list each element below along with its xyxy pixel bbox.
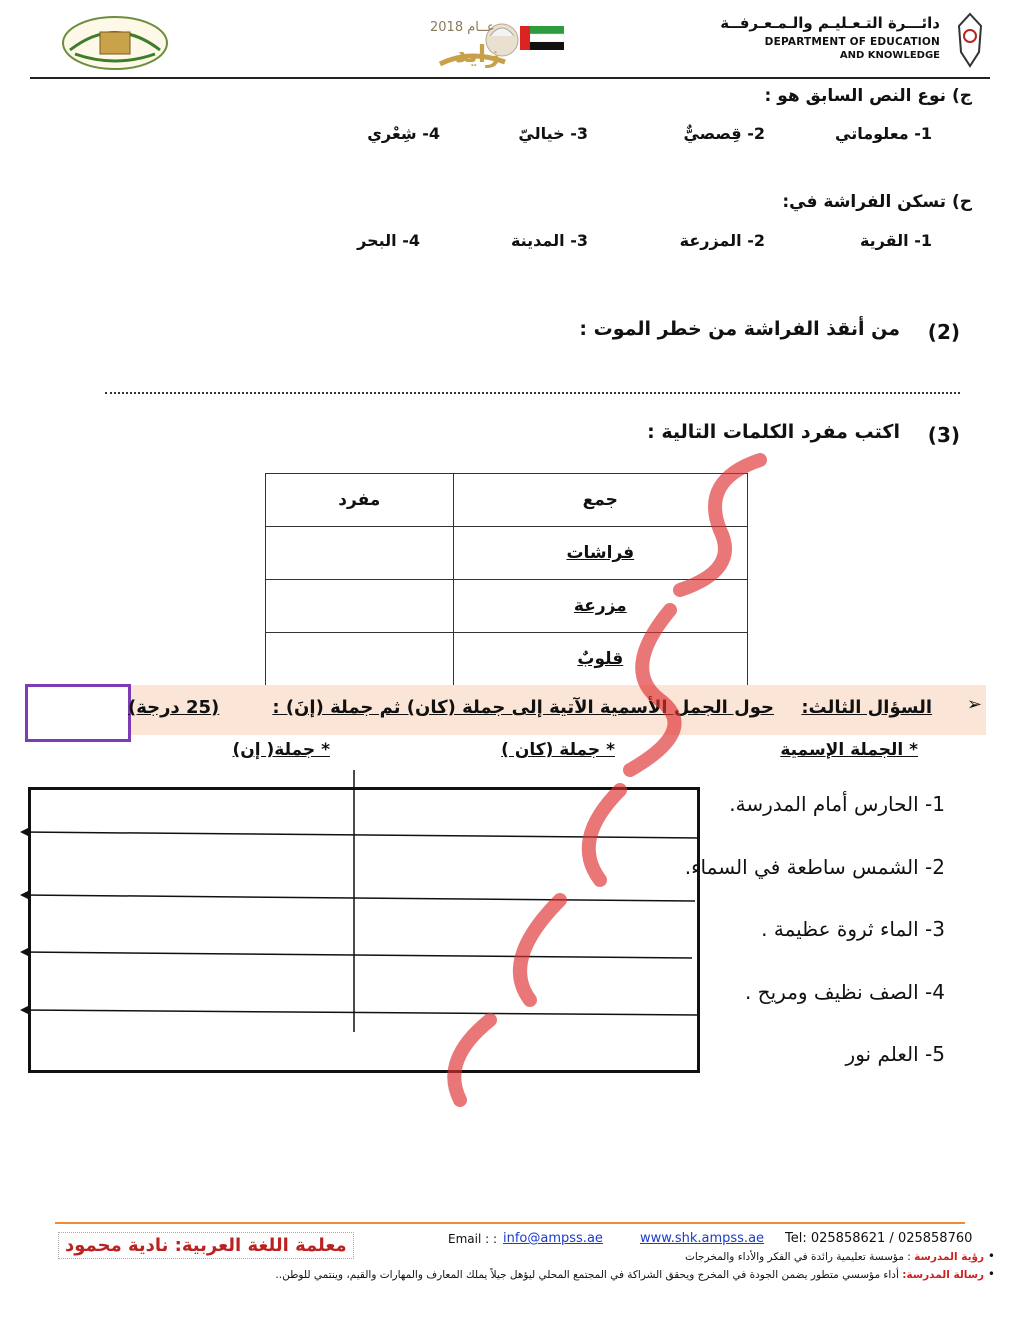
arrow-bullet-icon: ➢: [966, 694, 982, 715]
header-rule: [30, 77, 990, 79]
col-inna: * جملة( إن): [232, 740, 330, 760]
option: 3- خياليّ: [518, 124, 588, 143]
sentence-item: 4- الصف نظيف ومريح .: [744, 980, 945, 1004]
dept-name-english-2: AND KNOWLEDGE: [839, 50, 940, 61]
year-label: عــام 2018: [430, 20, 495, 35]
vision-label: رؤية المدرسة: [914, 1251, 985, 1263]
plural-word: مزرعة: [453, 580, 747, 633]
plural-word: فراشات: [453, 527, 747, 580]
telephone: Tel: 025858621 / 025858760: [785, 1231, 973, 1246]
sentence-item: 5- العلم نور: [845, 1042, 945, 1066]
option: 1- معلوماتي: [835, 124, 932, 143]
dept-name-english: DEPARTMENT OF EDUCATION: [764, 36, 940, 48]
plural-word: قلوبٌ: [453, 633, 747, 686]
school-logo: [60, 10, 170, 72]
option: 2- المزرعة: [679, 231, 765, 250]
section-score: (25 درجة): [128, 697, 220, 718]
section-title: السؤال الثالث:: [801, 697, 932, 718]
question-text-type: ج) نوع النص السابق هو :: [764, 86, 972, 106]
watermark-icon: [200, 440, 800, 1120]
score-box[interactable]: [25, 684, 131, 742]
header-plural: جمع: [453, 474, 747, 527]
option: 4- البحر: [357, 231, 420, 250]
answer-line[interactable]: [105, 392, 960, 394]
section-instruction: حول الجمل الأسمية الآتية إلى جملة (كان) ثم جملة (إنَ) :: [272, 697, 774, 718]
sentence-item: 2- الشمس ساطعة في السماء.: [684, 855, 945, 879]
q2-number: (2): [927, 320, 960, 344]
header-singular: مفرد: [266, 474, 454, 527]
mission-label: رسالة المدرسة:: [902, 1269, 985, 1281]
option: 1- القرية: [859, 231, 932, 250]
col-nominal: * الجملة الإسمية: [780, 740, 918, 760]
teacher-name: معلمة اللغة العربية: نادية محمود: [58, 1232, 354, 1259]
mission-text: أداء مؤسسي متطور يضمن الجودة في المخرج ويحقق الشراكة في المجتمع المحلي ليؤهل جيلاً يملك المعارف والمهارات والقيم، وينتمي للوطن..: [275, 1269, 899, 1281]
email-label: Email : :: [448, 1232, 498, 1246]
vision-text: : مؤسسة تعليمية رائدة في الفكر والأداء والمخرجات: [684, 1251, 911, 1263]
question-lives: ح) تسكن الفراشة في:: [782, 192, 972, 212]
option: 2- قِصصيٌّ: [683, 124, 765, 143]
option: 3- المدينة: [510, 231, 588, 250]
col-kana: * جملة (كان ): [501, 740, 615, 760]
dept-name-arabic: دائـــرة التـعـليـم والـمـعـرفــة: [720, 14, 940, 32]
q3-text: اكتب مفرد الكلمات التالية :: [647, 421, 900, 443]
sentence-item: 3- الماء ثروة عظيمة .: [761, 917, 945, 941]
option: 4- شِعْري: [367, 124, 440, 143]
vision-line: • رؤية المدرسة : مؤسسة تعليمية رائدة في الفكر والأداء والمخرجات: [684, 1249, 995, 1263]
website-link[interactable]: www.shk.ampss.ae: [640, 1231, 765, 1246]
mission-line: • رسالة المدرسة: أداء مؤسسي متطور يضمن الجودة في المخرج ويحقق الشراكة في المجتمع المحلي ليؤهل جيلاً يملك المعارف والمهارات والقيم، وينتمي للوطن..: [275, 1267, 995, 1281]
email-link[interactable]: info@ampss.ae: [503, 1231, 603, 1246]
sentence-item: 1- الحارس أمام المدرسة.: [729, 792, 945, 816]
footer-rule: [55, 1222, 965, 1224]
q3-number: (3): [927, 423, 960, 447]
q2-text: من أنقذ الفراشة من خطر الموت :: [579, 318, 900, 340]
falcon-emblem-icon: [955, 12, 985, 68]
zayed-label: زايد: [455, 40, 500, 68]
